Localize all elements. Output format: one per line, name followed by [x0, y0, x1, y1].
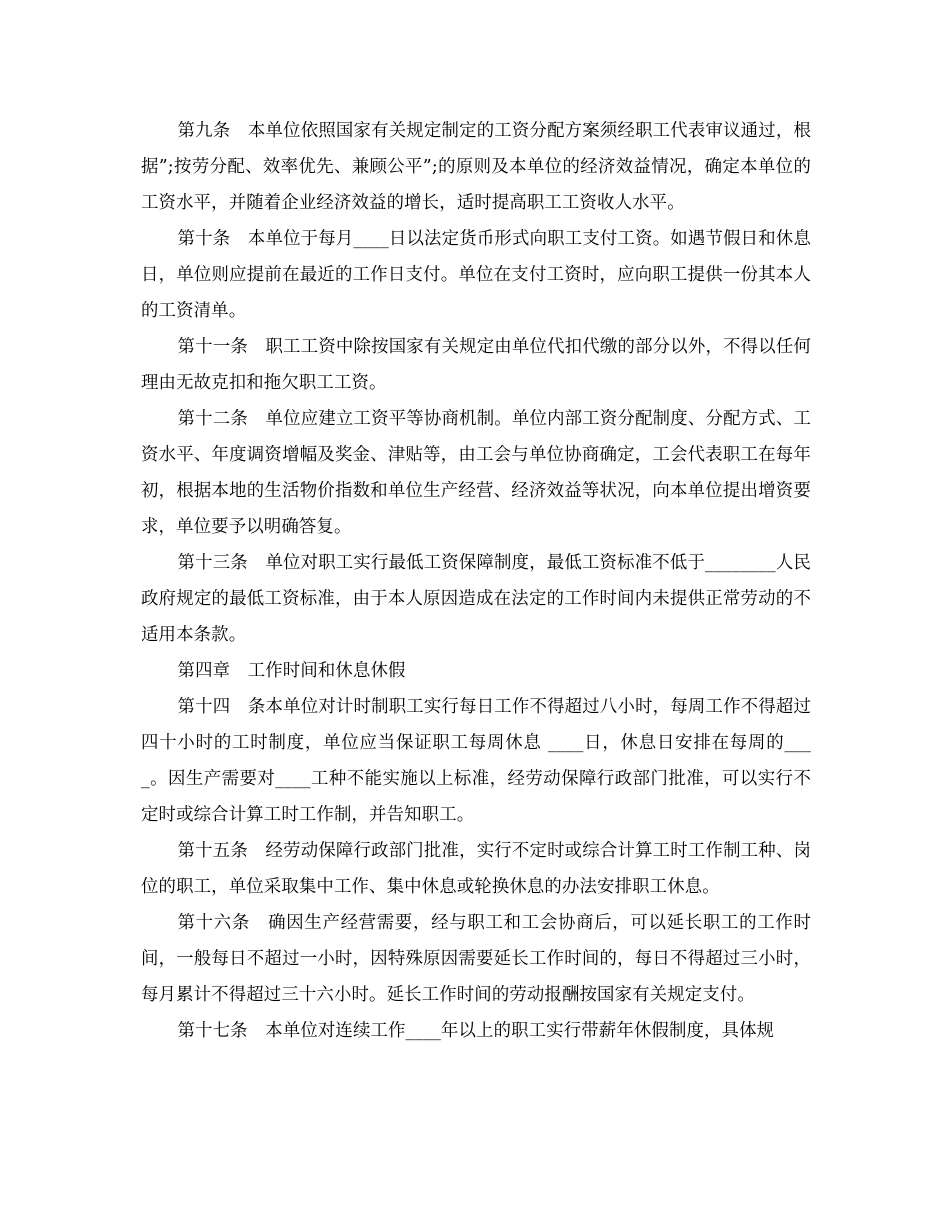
article-12-paragraph: 第十二条 单位应建立工资平等协商机制。单位内部工资分配制度、分配方式、工资水平、年度调资增幅及奖金、津贴等，由工会与单位协商确定，工会代表职工在每年初，根据本地的生活物价指数和单位生产经营、经济效益等状况，向本单位提出增资要求，单位要予以明确答复。	[141, 409, 811, 537]
article-13-paragraph: 第十三条 单位对职工实行最低工资保障制度，最低工资标准不低于________人民政府规定的最低工资标准，由于本人原因造成在法定的工作时间内未提供正常劳动的不适用本条款。	[141, 553, 811, 645]
article-11-paragraph: 第十一条 职工工资中除按国家有关规定由单位代扣代缴的部分以外，不得以任何理由无故克扣和拖欠职工工资。	[141, 337, 811, 393]
article-17-paragraph: 第十七条 本单位对连续工作____年以上的职工实行带薪年休假制度，具体规	[177, 1021, 775, 1041]
chapter-4-heading: 第四章 工作时间和休息休假	[177, 661, 406, 681]
article-10-paragraph: 第十条 本单位于每月____日以法定货币形式向职工支付工资。如遇节假日和休息日，单位则应提前在最近的工作日支付。单位在支付工资时，应向职工提供一份其本人的工资清单。	[141, 229, 811, 321]
article-15-paragraph: 第十五条 经劳动保障行政部门批准，实行不定时或综合计算工时工作制工种、岗位的职工，单位采取集中工作、集中休息或轮换休息的办法安排职工休息。	[141, 841, 811, 897]
article-9-paragraph: 第九条 本单位依照国家有关规定制定的工资分配方案须经职工代表审议通过，根据”;按劳分配、效率优先、兼顾公平”;的原则及本单位的经济效益情况，确定本单位的工资水平，并随着企业经济效益的增长，适时提高职工工资收人水平。	[141, 121, 811, 213]
document-body	[141, 113, 811, 1049]
article-14-paragraph: 第十四 条本单位对计时制职工实行每日工作不得超过八小时，每周工作不得超过四十小时的工时制度，单位应当保证职工每周休息 ____日，休息日安排在每周的____。因生产需要对____工种不能实施以上标准，经劳动保障行政部门批准，可以实行不定时或综合计算工时工作制，并告知职工。	[141, 697, 811, 825]
article-16-paragraph: 第十六条 确因生产经营需要，经与职工和工会协商后，可以延长职工的工作时间，一般每日不超过一小时，因特殊原因需要延长工作时间的，每日不得超过三小时，每月累计不得超过三十六小时。延长工作时间的劳动报酬按国家有关规定支付。	[141, 913, 811, 1005]
